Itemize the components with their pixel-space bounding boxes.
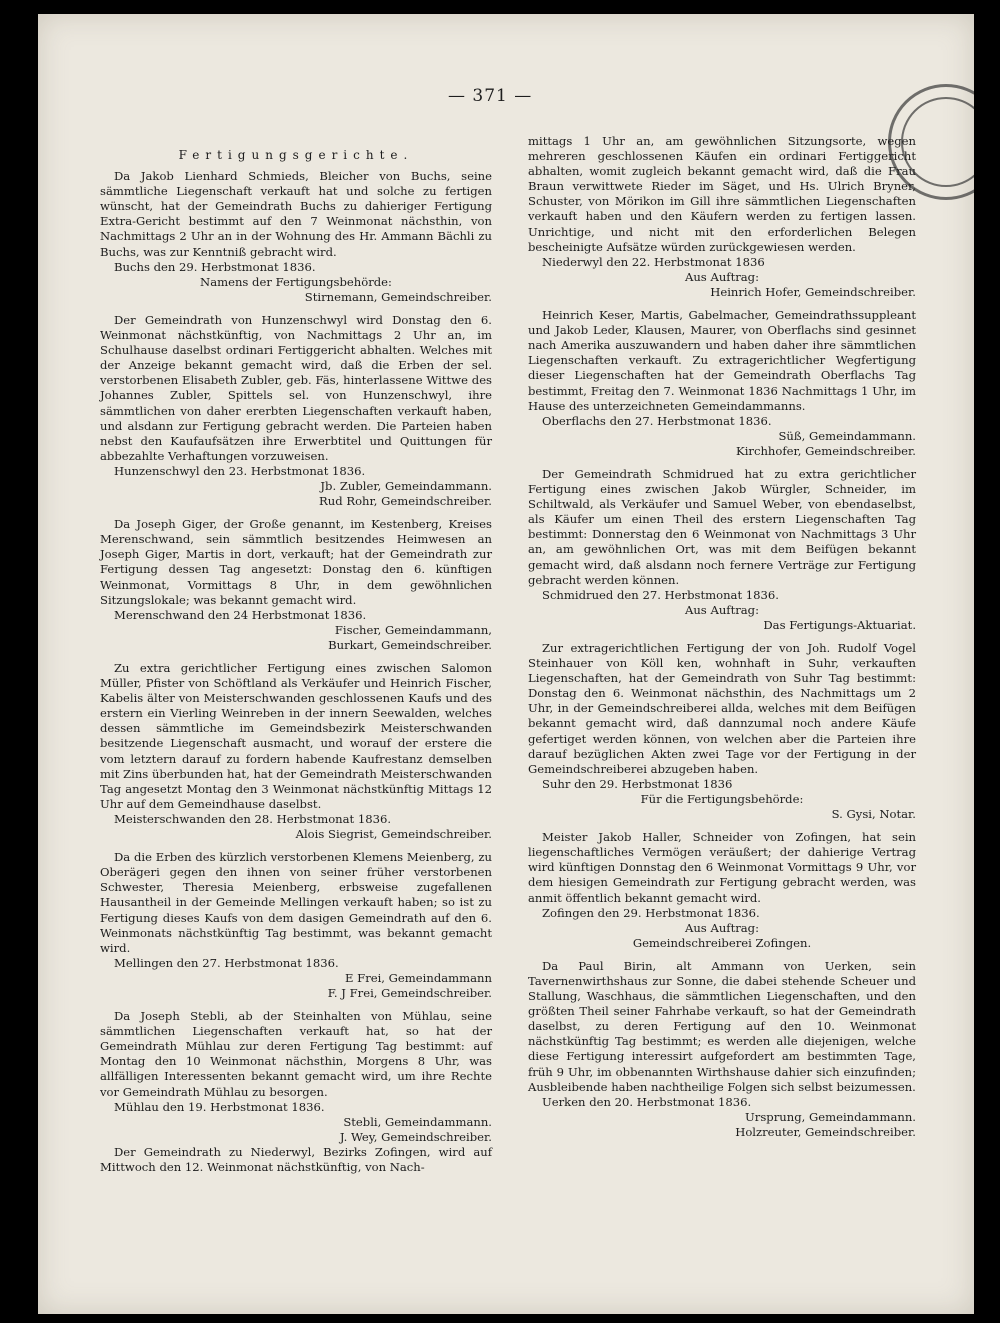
- notice-text: Meister Jakob Haller, Schneider von Zofingen, hat sein liegenschaftliches Vermögen veräußert; der dahierige Vertrag wird künftigen Donnstag den 6 Weinmonat Vormittags 9 Uhr, vor dem hiesigen Gemeindrath zur Fertigung gebracht werden, was anmit öffentlich bekannt gemacht wird.: [528, 830, 916, 905]
- notice-text: Da Joseph Stebli, ab der Steinhalten von Mühlau, seine sämmtlichen Liegenschaften verkauft hat, so hat der Gemeindrath Mühlau zur deren Fertigung Tag bestimmt: auf Montag den 10 Weinmonat nächsthin, Morgens 8 Uhr, was allfälligen Interessenten bekannt gemacht wird, um ihre Rechte vor Gemeindrath Mühlau zu besorgen.: [100, 1009, 492, 1099]
- notice-signature: Süß, Gemeindammann.: [778, 428, 916, 443]
- notice-signature: E Frei, Gemeindammann: [345, 970, 492, 985]
- notice-signature: Namens der Fertigungsbehörde:: [200, 274, 392, 289]
- notice-text: Heinrich Keser, Martis, Gabelmacher, Gemeindrathssuppleant und Jakob Leder, Klausen, Maurer, von Oberflachs sind gesinnet nach Amerika auszuwandern und haben daher ihre sämmtlichen Liegenschaften verkauft. Zu extragerichtlicher Wegfertigung dieser Liegenschaften hat der Gemeindrath Oberflachs Tag bestimmt, Freitag den 7. Weinmonat 1836 Nachmittags 1 Uhr, im Hause des unterzeichneten Gemeindammanns.: [528, 308, 916, 413]
- notice-date: Mühlau den 19. Herbstmonat 1836.: [114, 1099, 325, 1114]
- notice-text: Da Joseph Giger, der Große genannt, im Kestenberg, Kreises Merenschwand, sein sämmtlich besitzendes Heimwesen an Joseph Giger, Martis in dort, verkauft; hat der Gemeindrath zur Fertigung dessen Tag angesetzt: Donstag den 6. künftigen Weinmonat, Vormittags 8 Uhr, in dem gewöhnlichen Sitzungslokale; was bekannt gemacht wird.: [100, 517, 492, 607]
- notice-signature: S. Gysi, Notar.: [831, 807, 916, 822]
- notice-signature: Für die Fertigungsbehörde:: [640, 791, 804, 806]
- notice-date: Buchs den 29. Herbstmonat 1836.: [114, 259, 316, 274]
- notice-date: Hunzenschwyl den 23. Herbstmonat 1836.: [114, 463, 366, 478]
- notice-meisterschwanden: [100, 661, 492, 842]
- notice-date: Uerken den 20. Herbstmonat 1836.: [542, 1094, 752, 1109]
- notice-signature: Holzreuter, Gemeindschreiber.: [735, 1124, 916, 1139]
- notice-signature: Fischer, Gemeindammann,: [334, 622, 492, 637]
- left-column: [100, 132, 492, 1175]
- notice-signature: J. Wey, Gemeindschreiber.: [339, 1129, 492, 1144]
- page-number: — 371 —: [448, 86, 533, 106]
- notice-text: Da Jakob Lienhard Schmieds, Bleicher von Buchs, seine sämmtliche Liegenschaft verkauft hat und solche zu fertigen wünscht, hat der Gemeindrath Buchs zu dahieriger Fertigung Extra-Gericht bestimmt auf den 7 Weinmonat nächsthin, von Nachmittags 2 Uhr an in der Wohnung des Hr. Ammann Bächli zu Buchs, was zur Kenntniß gebracht wird.: [100, 169, 492, 259]
- notice-suhr: [528, 641, 916, 822]
- notice-date: Mellingen den 27. Herbstmonat 1836.: [114, 955, 339, 970]
- notice-text: mittags 1 Uhr an, am gewöhnlichen Sitzungsorte, wegen mehreren geschlossenen Käufen ein ordinari Fertiggericht abhalten, womit zugleich bekannt gemacht wird, daß die Frau Braun verwittwete Rieder im Säget, und Hs. Ulrich Bryner, Schuster, von Mörikon im Gill ihre sämmtlichen Liegenschaften verkauft haben und den Käufern werden zu fertigen lassen. Unrichtige, und nicht mit den erforderlichen Belegen bescheinigte Aufsätze würden zurückgewiesen werden.: [528, 134, 916, 254]
- notice-hunzenschwyl: [100, 313, 492, 509]
- notice-muehlau: [100, 1009, 492, 1145]
- notice-niederwyl: [528, 134, 916, 300]
- notice-uerken: [528, 959, 916, 1140]
- notice-text: Der Gemeindrath von Hunzenschwyl wird Donstag den 6. Weinmonat nächstkünftig, von Nachmittags 2 Uhr an, im Schulhause daselbst ordinari Fertiggericht abhalten. Welches mit der Anzeige bekannt gemacht wird, daß die Erben der sel. verstorbenen Elisabeth Zubler, geb. Fäs, hinterlassene Wittwe des Johannes Zubler, Spittels sel. von Hunzenschwyl, ihre sämmtlichen von daher ererbten Liegenschaften verkauft haben, und alsdann zur Fertigung gebracht werden. Die Parteien haben nebst den Kaufaufsätzen ihre Erwerbtitel und Quittungen für abbezahlte Verhaftungen vorzuweisen.: [100, 312, 492, 463]
- notice-schmidrued: [528, 467, 916, 633]
- notice-signature: Stirnemann, Gemeindschreiber.: [304, 289, 492, 304]
- notice-text: Zu extra gerichtlicher Fertigung eines zwischen Salomon Müller, Pfister von Schöftland als Verkäufer und Heinrich Fischer, Kabelis älter von Meisterschwanden geschlossenen Kaufs und des erstern ein Vierling Weinreben in der innern Seewalden, welches dessen sämmtliche im Gemeindsbezirk Meisterschwanden besitzende Liegenschaft ausmacht, und worauf der erstere die vom letztern darauf zu fordern habende Kaufrestanz demselben mit Zins überbunden hat, hat der Gemeindrath Meisterschwanden Tag angesetzt Montag den 3 Weinmonat nächstkünftig Mittags 12 Uhr auf dem Gemeindhause daselbst.: [100, 661, 492, 811]
- notice-signature: Rud Rohr, Gemeindschreiber.: [319, 494, 492, 509]
- notice-signature: Burkart, Gemeindschreiber.: [328, 637, 492, 652]
- notice-date: Oberflachs den 27. Herbstmonat 1836.: [542, 413, 772, 428]
- notice-text: Da die Erben des kürzlich verstorbenen Klemens Meienberg, zu Oberägeri gegen den ihnen von seiner früher verstorbenen Schwester, Theresia Meienberg, erbsweise zugefallenen Hausantheil in der Gemeinde Mellingen verkauft haben; so ist zu Fertigung dieses Kaufs von dem dasigen Gemeindrath auf den 6. Weinmonats nächstkünftig Tag bestimmt, was bekannt gemacht wird.: [100, 850, 492, 955]
- notice-text: Der Gemeindrath zu Niederwyl, Bezirks Zofingen, wird auf Mittwoch den 12. Weinmonat nächstkünftig, von Nach-: [100, 1144, 492, 1174]
- notice-signature: Alois Siegrist, Gemeindschreiber.: [295, 827, 492, 842]
- notice-signature: Heinrich Hofer, Gemeindschreiber.: [710, 284, 916, 299]
- notice-text: Der Gemeindrath Schmidrued hat zu extra gerichtlicher Fertigung eines zwischen Jakob Würgler, Schneider, im Schiltwald, als Verkäufer und Samuel Weber, von ebendaselbst, als Käufer um einen Theil des erstern Liegenschaften Tag bestimmt: Donnerstag den 6 Weinmonat von Nachmittags 3 Uhr an, am gewöhnlichen Ort, was mit dem Beifügen bekannt gemacht wird, daß alsdann noch fernere Verträge zur Fertigung gebracht werden können.: [528, 466, 916, 587]
- notice-date: Niederwyl den 22. Herbstmonat 1836: [542, 254, 765, 269]
- notice-date: Merenschwand den 24 Herbstmonat 1836.: [114, 607, 367, 622]
- notice-signature: Ursprung, Gemeindammann.: [745, 1109, 916, 1124]
- notice-signature: Das Fertigungs-Aktuariat.: [763, 617, 916, 632]
- notice-mellingen: [100, 850, 492, 1001]
- notice-oberflachs: [528, 308, 916, 459]
- notice-signature: Aus Auftrag:: [684, 920, 760, 935]
- notice-signature: Aus Auftrag:: [684, 602, 760, 617]
- section-heading: Fertigungsgerichte.: [178, 148, 414, 162]
- notice-signature: Jb. Zubler, Gemeindammann.: [320, 478, 492, 493]
- notice-niederwyl-start: [100, 1145, 492, 1175]
- notice-date: Zofingen den 29. Herbstmonat 1836.: [542, 905, 760, 920]
- notice-text: Da Paul Birin, alt Ammann von Uerken, sein Tavernenwirthshaus zur Sonne, die dabei stehende Scheuer und Stallung, Waschhaus, die sämmtlichen Liegenschaften, und den größten Theil seiner Fahrhabe verkauft, so hat der Gemeindrath daselbst, zu deren Fertigung auf den 10. Weinmonat nächstkünftig Tag bestimmt; es werden alle diejenigen, welche diese Fertigung interessirt aufgefordert am bestimmten Tage, früh 9 Uhr, im obbenannten Wirthshause dahier sich einzufinden; Ausbleibende haben nachtheilige Folgen sich selbst beizumessen.: [528, 958, 916, 1094]
- notice-buchs: [100, 169, 492, 305]
- notice-date: Meisterschwanden den 28. Herbstmonat 1836.: [114, 811, 392, 826]
- notice-text: Zur extragerichtlichen Fertigung der von Joh. Rudolf Vogel Steinhauer von Köll ken, wohnhaft in Suhr, verkauften Liegenschaften, hat der Gemeindrath von Suhr Tag bestimmt: Donstag den 6. Weinmonat nächsthin, des Nachmittags um 2 Uhr, in der Gemeindschreiberei allda, welches mit dem Beifügen bekannt gemacht wird, daß dannzumal noch andere Käufe gefertiget werden können, von welchen aber die Parteien ihre darauf bezüglichen Akten zwei Tage vor der Fertigung in der Gemeindschreiberei abzugeben haben.: [528, 641, 916, 776]
- right-column: [528, 134, 916, 1140]
- notice-signature: Aus Auftrag:: [684, 269, 760, 284]
- notice-zofingen: [528, 830, 916, 951]
- notice-merenschwand: [100, 517, 492, 653]
- notice-date: Schmidrued den 27. Herbstmonat 1836.: [542, 587, 779, 602]
- notice-signature: Stebli, Gemeindammann.: [343, 1114, 492, 1129]
- notice-signature: Gemeindschreiberei Zofingen.: [632, 935, 812, 950]
- notice-signature: F. J Frei, Gemeindschreiber.: [327, 985, 492, 1000]
- newspaper-page: [38, 14, 974, 1314]
- notice-signature: Kirchhofer, Gemeindschreiber.: [736, 443, 916, 458]
- notice-date: Suhr den 29. Herbstmonat 1836: [542, 776, 733, 791]
